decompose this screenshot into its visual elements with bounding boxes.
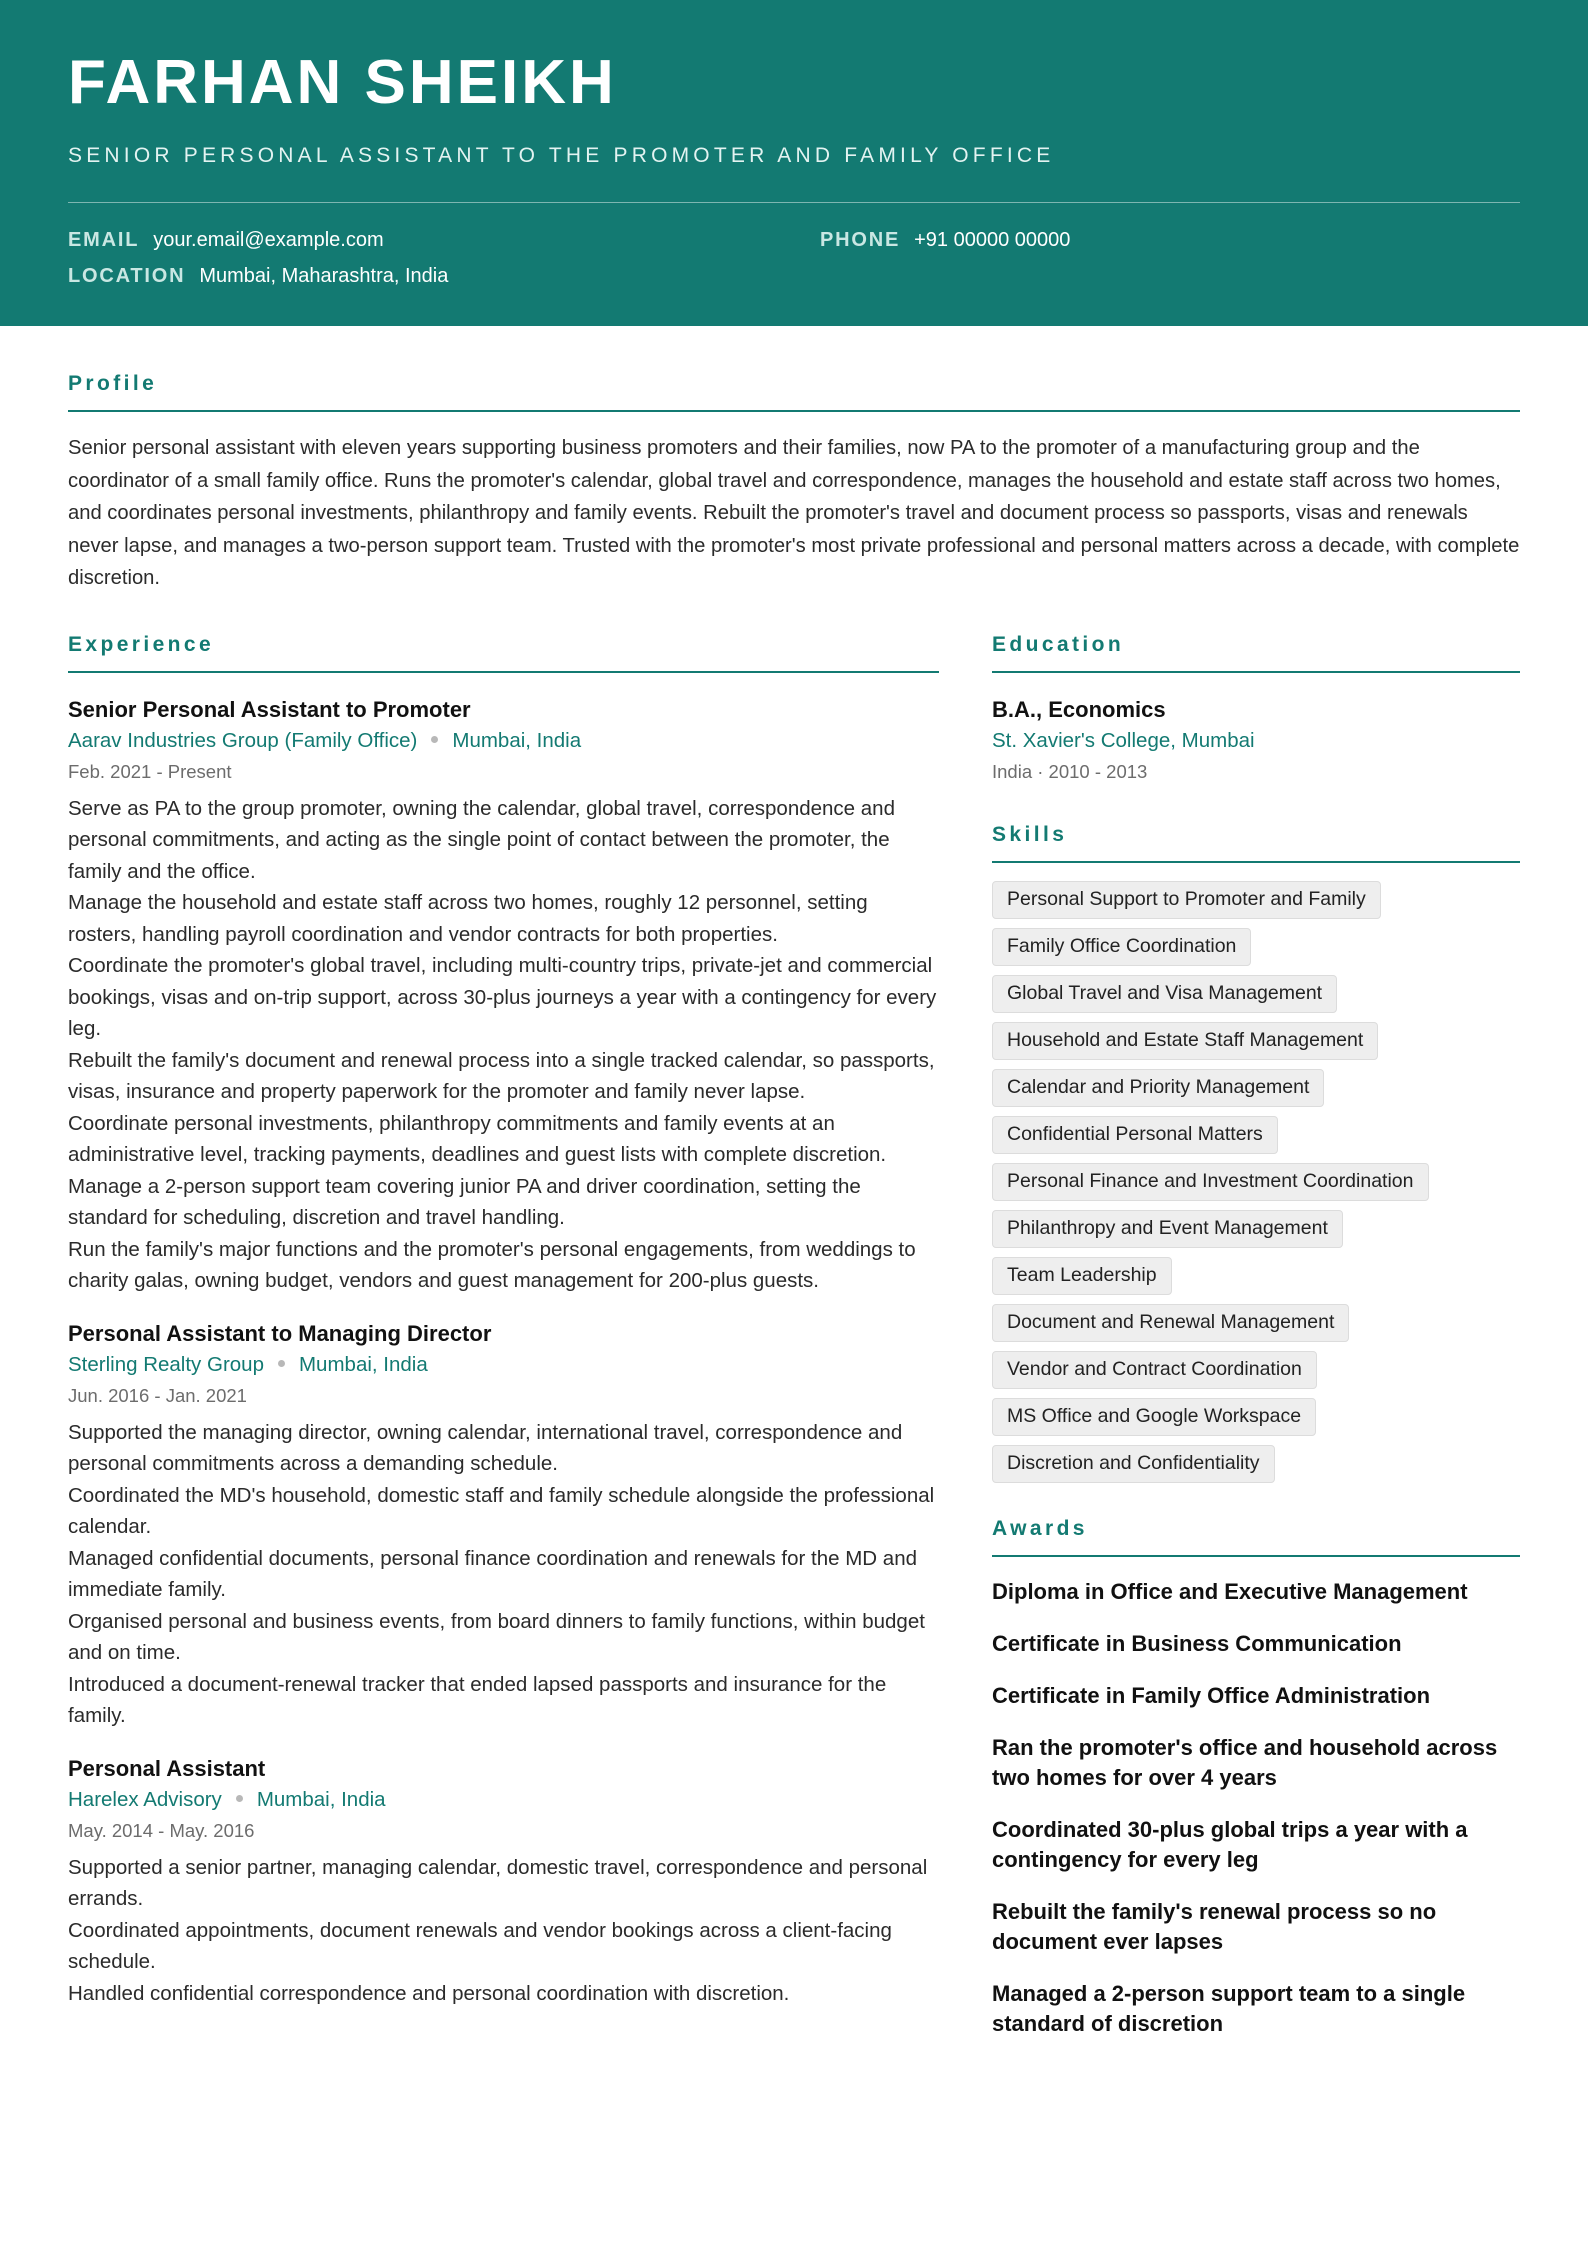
job-title: Senior Personal Assistant to Promoter: [68, 696, 471, 722]
education-heading: Education: [992, 633, 1520, 673]
email-value[interactable]: your.email@example.com: [153, 229, 384, 251]
candidate-headline: SENIOR PERSONAL ASSISTANT TO THE PROMOTER AND FAMILY OFFICE: [68, 144, 1055, 167]
responsibility-line: Introduced a document-renewal tracker that ended lapsed passports and insurance for the family.: [68, 1672, 887, 1727]
contact-email: [68, 229, 384, 252]
responsibility-line: Coordinate the promoter's global travel, including multi-country trips, private-jet and commercial bookings, visas and on-trip support, across 30-plus journeys a year with a contingency for every leg.: [68, 954, 937, 1040]
job-responsibilities: [68, 1417, 939, 1732]
responsibility-line: Supported a senior partner, managing calendar, domestic travel, correspondence and personal errands.: [68, 1855, 928, 1910]
left-column: [68, 633, 939, 2061]
job-location: Mumbai, India: [256, 1787, 386, 1811]
skills-list: [992, 881, 1520, 1483]
contact-info: [68, 229, 1520, 303]
job-meta: [68, 1784, 939, 1816]
skill-tag: Household and Estate Staff Management: [992, 1022, 1378, 1060]
skill-tag: Confidential Personal Matters: [992, 1116, 1278, 1154]
experience-entry: [68, 1319, 939, 1732]
skill-tag: Calendar and Priority Management: [992, 1069, 1324, 1107]
skill-tag: MS Office and Google Workspace: [992, 1398, 1316, 1436]
skill-tag: Discretion and Confidentiality: [992, 1445, 1275, 1483]
responsibility-line: Run the family's major functions and the promoter's personal engagements, from weddings to charity galas, owning budget, vendors and guest management for 200-plus guests.: [68, 1237, 916, 1292]
resume-header: [0, 0, 1588, 326]
job-company: Harelex Advisory: [68, 1787, 222, 1811]
skill-tag: Document and Renewal Management: [992, 1304, 1349, 1342]
award-item: Diploma in Office and Executive Management: [992, 1578, 1468, 1604]
location-label: LOCATION: [68, 265, 186, 287]
skill-tag: Vendor and Contract Coordination: [992, 1351, 1317, 1389]
skills-section: [992, 823, 1520, 1483]
right-column: [992, 633, 1520, 2061]
job-meta: [68, 1349, 939, 1381]
education-school: St. Xavier's College, Mumbai: [992, 728, 1255, 752]
responsibility-line: Manage the household and estate staff across two homes, roughly 12 personnel, setting rosters, handling payroll coordination and vendor contracts for both properties.: [68, 891, 868, 946]
responsibility-line: Coordinated the MD's household, domestic staff and family schedule alongside the professional calendar.: [68, 1483, 935, 1538]
responsibility-line: Supported the managing director, owning calendar, international travel, correspondence and personal commitments across a demanding schedule.: [68, 1420, 903, 1475]
phone-label: PHONE: [820, 229, 901, 251]
responsibility-line: Organised personal and business events, from board dinners to family functions, within budget and on time.: [68, 1609, 925, 1664]
job-dates: Feb. 2021 - Present: [68, 760, 232, 782]
award-item: Certificate in Business Communication: [992, 1630, 1402, 1656]
award-item: Managed a 2-person support team to a single standard of discretion: [992, 1980, 1466, 2036]
skills-heading: Skills: [992, 823, 1520, 863]
responsibility-line: Manage a 2-person support team covering junior PA and driver coordination, setting the standard for scheduling, discretion and travel handling.: [68, 1174, 861, 1229]
job-responsibilities: [68, 1852, 939, 2010]
skill-tag: Philanthropy and Event Management: [992, 1210, 1343, 1248]
job-location: Mumbai, India: [298, 1352, 428, 1376]
education-meta: India · 2010 - 2013: [992, 760, 1148, 782]
responsibility-line: Managed confidential documents, personal finance coordination and renewals for the MD and immediate family.: [68, 1546, 917, 1601]
experience-entry: [68, 1754, 939, 2010]
job-company: Sterling Realty Group: [68, 1352, 264, 1376]
job-location: Mumbai, India: [452, 728, 582, 752]
phone-value[interactable]: +91 00000 00000: [914, 229, 1071, 251]
education-section: [992, 633, 1520, 787]
resume-body: [0, 372, 1588, 2061]
contact-location: [68, 265, 448, 288]
award-item: Ran the promoter's office and household across two homes for over 4 years: [992, 1734, 1498, 1790]
header-divider: [68, 202, 1520, 203]
skill-tag: Team Leadership: [992, 1257, 1172, 1295]
skill-tag: Family Office Coordination: [992, 928, 1251, 966]
responsibility-line: Handled confidential correspondence and personal coordination with discretion.: [68, 1981, 790, 2005]
job-title: Personal Assistant: [68, 1755, 266, 1781]
profile-summary: Senior personal assistant with eleven years supporting business promoters and their families, now PA to the promoter of a manufacturing group and the coordinator of a small family office. Runs the promoter's calendar, global travel and correspondence, manages the household and estate staff across two homes, and coordinates personal investments, philanthropy and family events. Rebuilt the promoter's travel and document process so passports, visas and renewals never lapse, and manages a two-person support team. Trusted with the promoter's most private professional and personal matters across a decade, with complete discretion.: [68, 437, 1520, 589]
award-item: Certificate in Family Office Administration: [992, 1682, 1431, 1708]
job-company: Aarav Industries Group (Family Office): [68, 728, 418, 752]
responsibility-line: Serve as PA to the group promoter, owning the calendar, global travel, correspondence and personal commitments, and acting as the single point of contact between the promoter, the family and the office.: [68, 796, 895, 883]
job-title: Personal Assistant to Managing Director: [68, 1320, 492, 1346]
skill-tag: Personal Finance and Investment Coordination: [992, 1163, 1429, 1201]
responsibility-line: Rebuilt the family's document and renewal process into a single tracked calendar, so passports, visas, insurance and property paperwork for the promoter and family never lapse.: [68, 1048, 935, 1103]
awards-section: [992, 1517, 1520, 2039]
profile-heading: Profile: [68, 372, 1520, 412]
awards-heading: Awards: [992, 1517, 1520, 1557]
award-item: Rebuilt the family's renewal process so no document ever lapses: [992, 1898, 1437, 1954]
contact-phone: [820, 229, 1070, 252]
education-degree: B.A., Economics: [992, 696, 1166, 722]
responsibility-line: Coordinate personal investments, philanthropy commitments and family events at an administrative level, tracking payments, deadlines and guest lists with complete discretion.: [68, 1111, 887, 1166]
skill-tag: Personal Support to Promoter and Family: [992, 881, 1381, 919]
award-item: Coordinated 30-plus global trips a year with a contingency for every leg: [992, 1816, 1468, 1872]
job-dates: Jun. 2016 - Jan. 2021: [68, 1384, 247, 1406]
awards-list: [992, 1577, 1520, 2039]
experience-heading: Experience: [68, 633, 939, 673]
experience-list: [68, 695, 939, 2010]
location-value: Mumbai, Maharashtra, India: [199, 265, 449, 287]
job-meta: [68, 725, 939, 757]
two-column-layout: [68, 633, 1520, 2061]
separator-dot-icon: [278, 1360, 285, 1367]
responsibility-line: Coordinated appointments, document renewals and vendor bookings across a client-facing schedule.: [68, 1918, 892, 1973]
separator-dot-icon: [236, 1795, 243, 1802]
skill-tag: Global Travel and Visa Management: [992, 975, 1337, 1013]
job-dates: May. 2014 - May. 2016: [68, 1819, 255, 1841]
candidate-name: FARHAN SHEIKH: [68, 48, 617, 117]
email-label: EMAIL: [68, 229, 140, 251]
profile-section: [68, 372, 1520, 595]
job-responsibilities: [68, 793, 939, 1297]
separator-dot-icon: [431, 736, 438, 743]
experience-entry: [68, 695, 939, 1297]
